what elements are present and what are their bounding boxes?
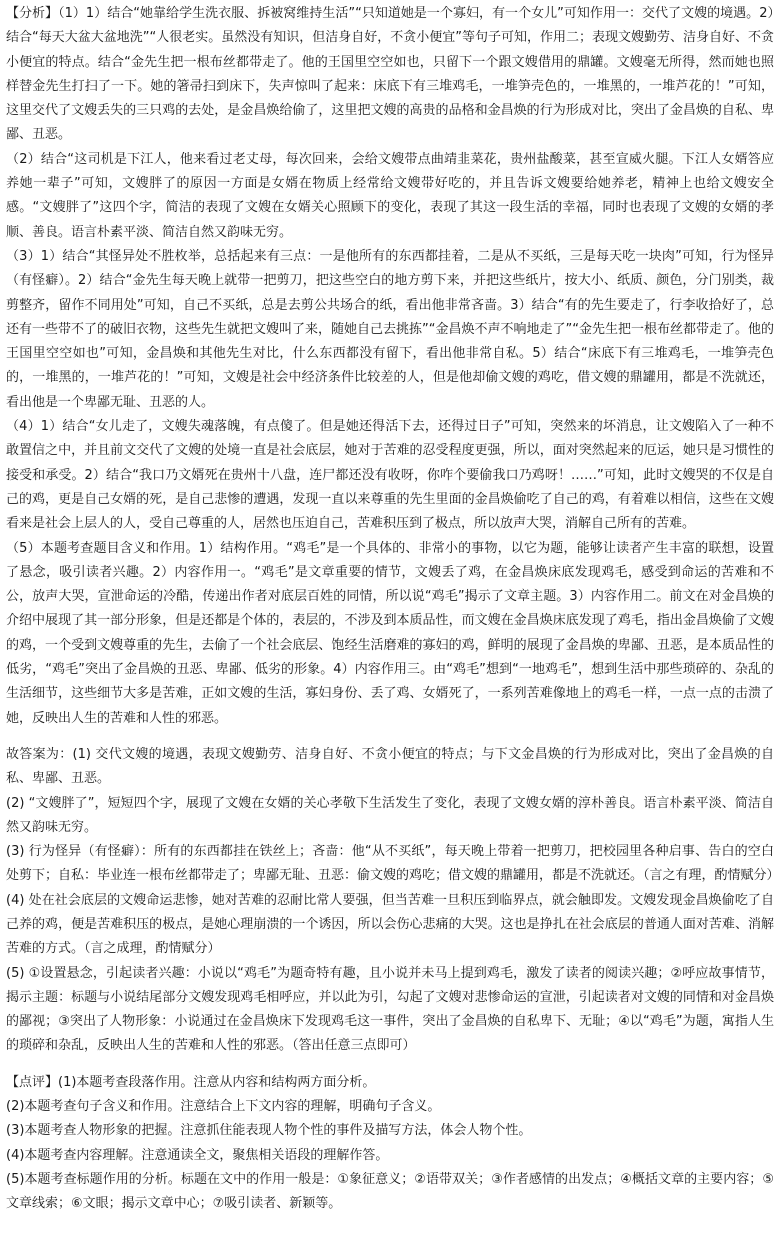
analysis-section [6, 2, 774, 731]
comment-paragraph-3: (3)本题考查人物形象的把握。注意抓住能表现人物个性的事件及描写方法，体会人物个性。 [6, 1123, 532, 1139]
comment-paragraph-5: (5)本题考查标题作用的分析。标题在文中的作用一般是：①象征意义；②语带双关；③作者感情的出发点；④概括文章的主要内容；⑤文章线索；⑥文眼；揭示文章中心；⑦吸引读者、新颖等。 [6, 1171, 774, 1212]
answer-paragraph-2: (2) “文嫂胖了”，短短四个字，展现了文嫂在女婿的关心孝敬下生活发生了变化，表现了文嫂女婿的淳朴善良。语言朴素平淡、简洁自然又韵味无穷。 [6, 795, 774, 835]
answer-paragraph-4: (4) 处在社会底层的文嫂命运悲惨，她对苦难的忍耐比常人要强，但当苦难一旦积压到临界点，就会触即发。文嫂发现金昌焕偷吃了自己养的鸡，便是苦难积压的极点，是她心理崩溃的一个诱因，所以会伤心悲痛的大哭。这也是挣扎在社会底层的普通人面对苦难、消解苦难的方式。（言之成理，酌情赋分） [6, 892, 774, 957]
analysis-paragraph-5: （5）本题考查题目含义和作用。1）结构作用。“鸡毛”是一个具体的、非常小的事物，以它为题，能够让读者产生丰富的联想，设置了悬念，吸引读者兴趣。2）内容作用一。“鸡毛”是文章重要的情节，文嫂丢了鸡，在金昌焕床底发现鸡毛，感受到命运的苦难和不公，放声大哭，宣泄命运的冷酷，传递出作者对底层百姓的同情，所以说“鸡毛”揭示了文章主题。3）内容作用二。前文在对金昌焕的介绍中展现了其一部分形象，但是还都是个体的，表层的，不涉及到本质品性，而文嫂在金昌焕床底发现了鸡毛，指出金昌焕偷了文嫂的鸡，一个受到文嫂尊重的先生，去偷了一个社会底层、饱经生活磨难的寡妇的鸡，鲜明的展现了金昌焕的卑鄙、丑恶，是本质品性的低劣，“鸡毛”突出了金昌焕的丑恶、卑鄙、低劣的形象。4）内容作用三。由“鸡毛”想到“一地鸡毛”，想到生活中那些琐碎的、杂乱的生活细节，这些细节大多是苦难，正如文嫂的生活，寡妇身份、丢了鸡、女婿死了，一系列苦难像地上的鸡毛一样，一点一点的击溃了她，反映出人生的苦难和人性的邪恶。 [6, 540, 774, 726]
comment-section [6, 1071, 774, 1217]
analysis-paragraph-2: （2）结合“这司机是下江人，他来看过老丈母，每次回来，会给文嫂带点曲靖韭菜花，贵州盐酸菜，甚至宣威火腿。下江人女婿答应养她一辈子”可知，文嫂胖了的原因一方面是女婿在物质上经常给文嫂带好吃的，并且告诉文嫂要给她养老，精神上也给文嫂安全感。“文嫂胖了”这四个字，简洁的表现了文嫂在女婿关心照顾下的变化，表现了其这一段生活的幸福，同时也表现了文嫂的女婿的孝顺、善良。语言朴素平淡、简洁自然又韵味无穷。 [6, 151, 774, 240]
comment-paragraph-1: 【点评】(1)本题考查段落作用。注意从内容和结构两方面分析。 [6, 1074, 376, 1090]
comment-paragraph-4: (4)本题考查内容理解。注意通读全文，聚焦相关语段的理解作答。 [6, 1147, 389, 1163]
answer-section [6, 743, 780, 1059]
analysis-paragraph-4: （4）1）结合“女儿走了，文嫂失魂落魄，有点傻了。但是她还得活下去，还得过日子”可知，突然来的坏消息，让文嫂陷入了一种不敢置信之中，并且前文交代了文嫂的处境一直是社会底层，她对于苦难的忍受程度更强，所以，面对突然起来的厄运，她只是习惯性的接受和承受。2）结合“我口乃文婿死在贵州十八盘，连尸都还没有收呀，你咋个要偷我口乃鸡呀！……”可知，此时文嫂哭的不仅是自己的鸡，更是自己女婿的死，是自己悲惨的遭遇，发现一直以来尊重的先生里面的金昌焕偷吃了自己的鸡，有着难以相信，这些在文嫂看来是社会上层人的人，受自己尊重的人，居然也压迫自己，苦难积压到了极点，所以放声大哭，消解自己所有的苦难。 [6, 419, 774, 532]
answer-paragraph-3: (3) 行为怪异（有怪癖）：所有的东西都挂在铁丝上；吝啬：他“从不买纸”，每天晚上带着一把剪刀，把校园里各种启事、告白的空白处剪下；自私：毕业连一根布丝都带走了；卑鄙无耻、丑恶：偷文嫂的鸡吃；借文嫂的鼎罐用，都是不洗就还。（言之有理，酌情赋分） [6, 844, 780, 884]
comment-paragraph-2: (2)本题考查句子含义和作用。注意结合上下文内容的理解，明确句子含义。 [6, 1099, 441, 1115]
analysis-paragraph-3: （3）1）结合“其怪异处不胜枚举，总括起来有三点：一是他所有的东西都挂着，二是从不买纸，三是每天吃一块肉”可知，行为怪异（有怪癖）。2）结合“金先生每天晚上就带一把剪刀，把这些空白的地方剪下来，并把这些纸片，按大小、纸质、颜色，分门别类，裁剪整齐，留作不同用处”可知，自己不买纸，总是去剪公共场合的纸，看出他非常吝啬。3）结合“有的先生要走了，行李收拾好了，总还有一些带不了的破旧衣物，这些先生就把文嫂叫了来，随她自己去挑拣”“金昌焕不声不响地走了”“金先生把一根布丝都带走了。他的王国里空空如也”可知，金昌焕和其他先生对比，什么东西都没有留下，看出他非常自私。5）结合“床底下有三堆鸡毛，一堆笋壳色的，一堆黑的，一堆芦花的！”可知，文嫂是社会中经济条件比较差的人，但是他却偷文嫂的鸡吃，借文嫂的鼎罐用，都是不洗就还，看出他是一个卑鄙无耻、丑恶的人。 [6, 248, 774, 410]
answer-paragraph-5: (5) ①设置悬念，引起读者兴趣：小说以“鸡毛”为题奇特有趣，且小说并未马上提到鸡毛，激发了读者的阅读兴趣；②呼应故事情节，揭示主题：标题与小说结尾部分文嫂发现鸡毛相呼应，并以此为引，勾起了文嫂对悲惨命运的宣泄，引起读者对文嫂的同情和对金昌焕的鄙视；③突出了人物形象：小说通过在金昌焕床下发现鸡毛这一事件，突出了金昌焕的自私卑下、无耻；④以“鸡毛”为题，寓指人生的琐碎和杂乱，反映出人生的苦难和人性的邪恶。（答出任意三点即可） [6, 965, 774, 1054]
answer-paragraph-1: 故答案为：(1) 交代文嫂的境遇，表现文嫂勤劳、洁身自好、不贪小便宜的特点；与下文金昌焕的行为形成对比，突出了金昌焕的自私、卑鄙、丑恶。 [6, 746, 774, 787]
analysis-paragraph-1: 【分析】（1）1）结合“她靠给学生洗衣服、拆被窝维持生活”“只知道她是一个寡妇，有一个女儿”可知作用一：交代了文嫂的境遇。2）结合“每天大盆大盆地洗”“人很老实。虽然没有知识，但洁身自好，不贪小便宜”等句子可知，作用二；表现文嫂勤劳、洁身自好、不贪小便宜的特点。结合“金先生把一根布丝都带走了。他的王国里空空如也，只留下一个跟文嫂借用的鼎罐。文嫂毫无所得，然而她也照样替金先生打扫了一下。她的箸帚扫到床下，失声惊叫了起来：床底下有三堆鸡毛，一堆笋壳色的，一堆黑的，一堆芦花的！”可知，这里交代了文嫂丢失的三只鸡的去处，是金昌焕给偷了，这里把文嫂的高贵的品格和金昌焕的行为形成对比，突出了金昌焕的自私、卑鄙、丑恶。 [6, 6, 774, 143]
